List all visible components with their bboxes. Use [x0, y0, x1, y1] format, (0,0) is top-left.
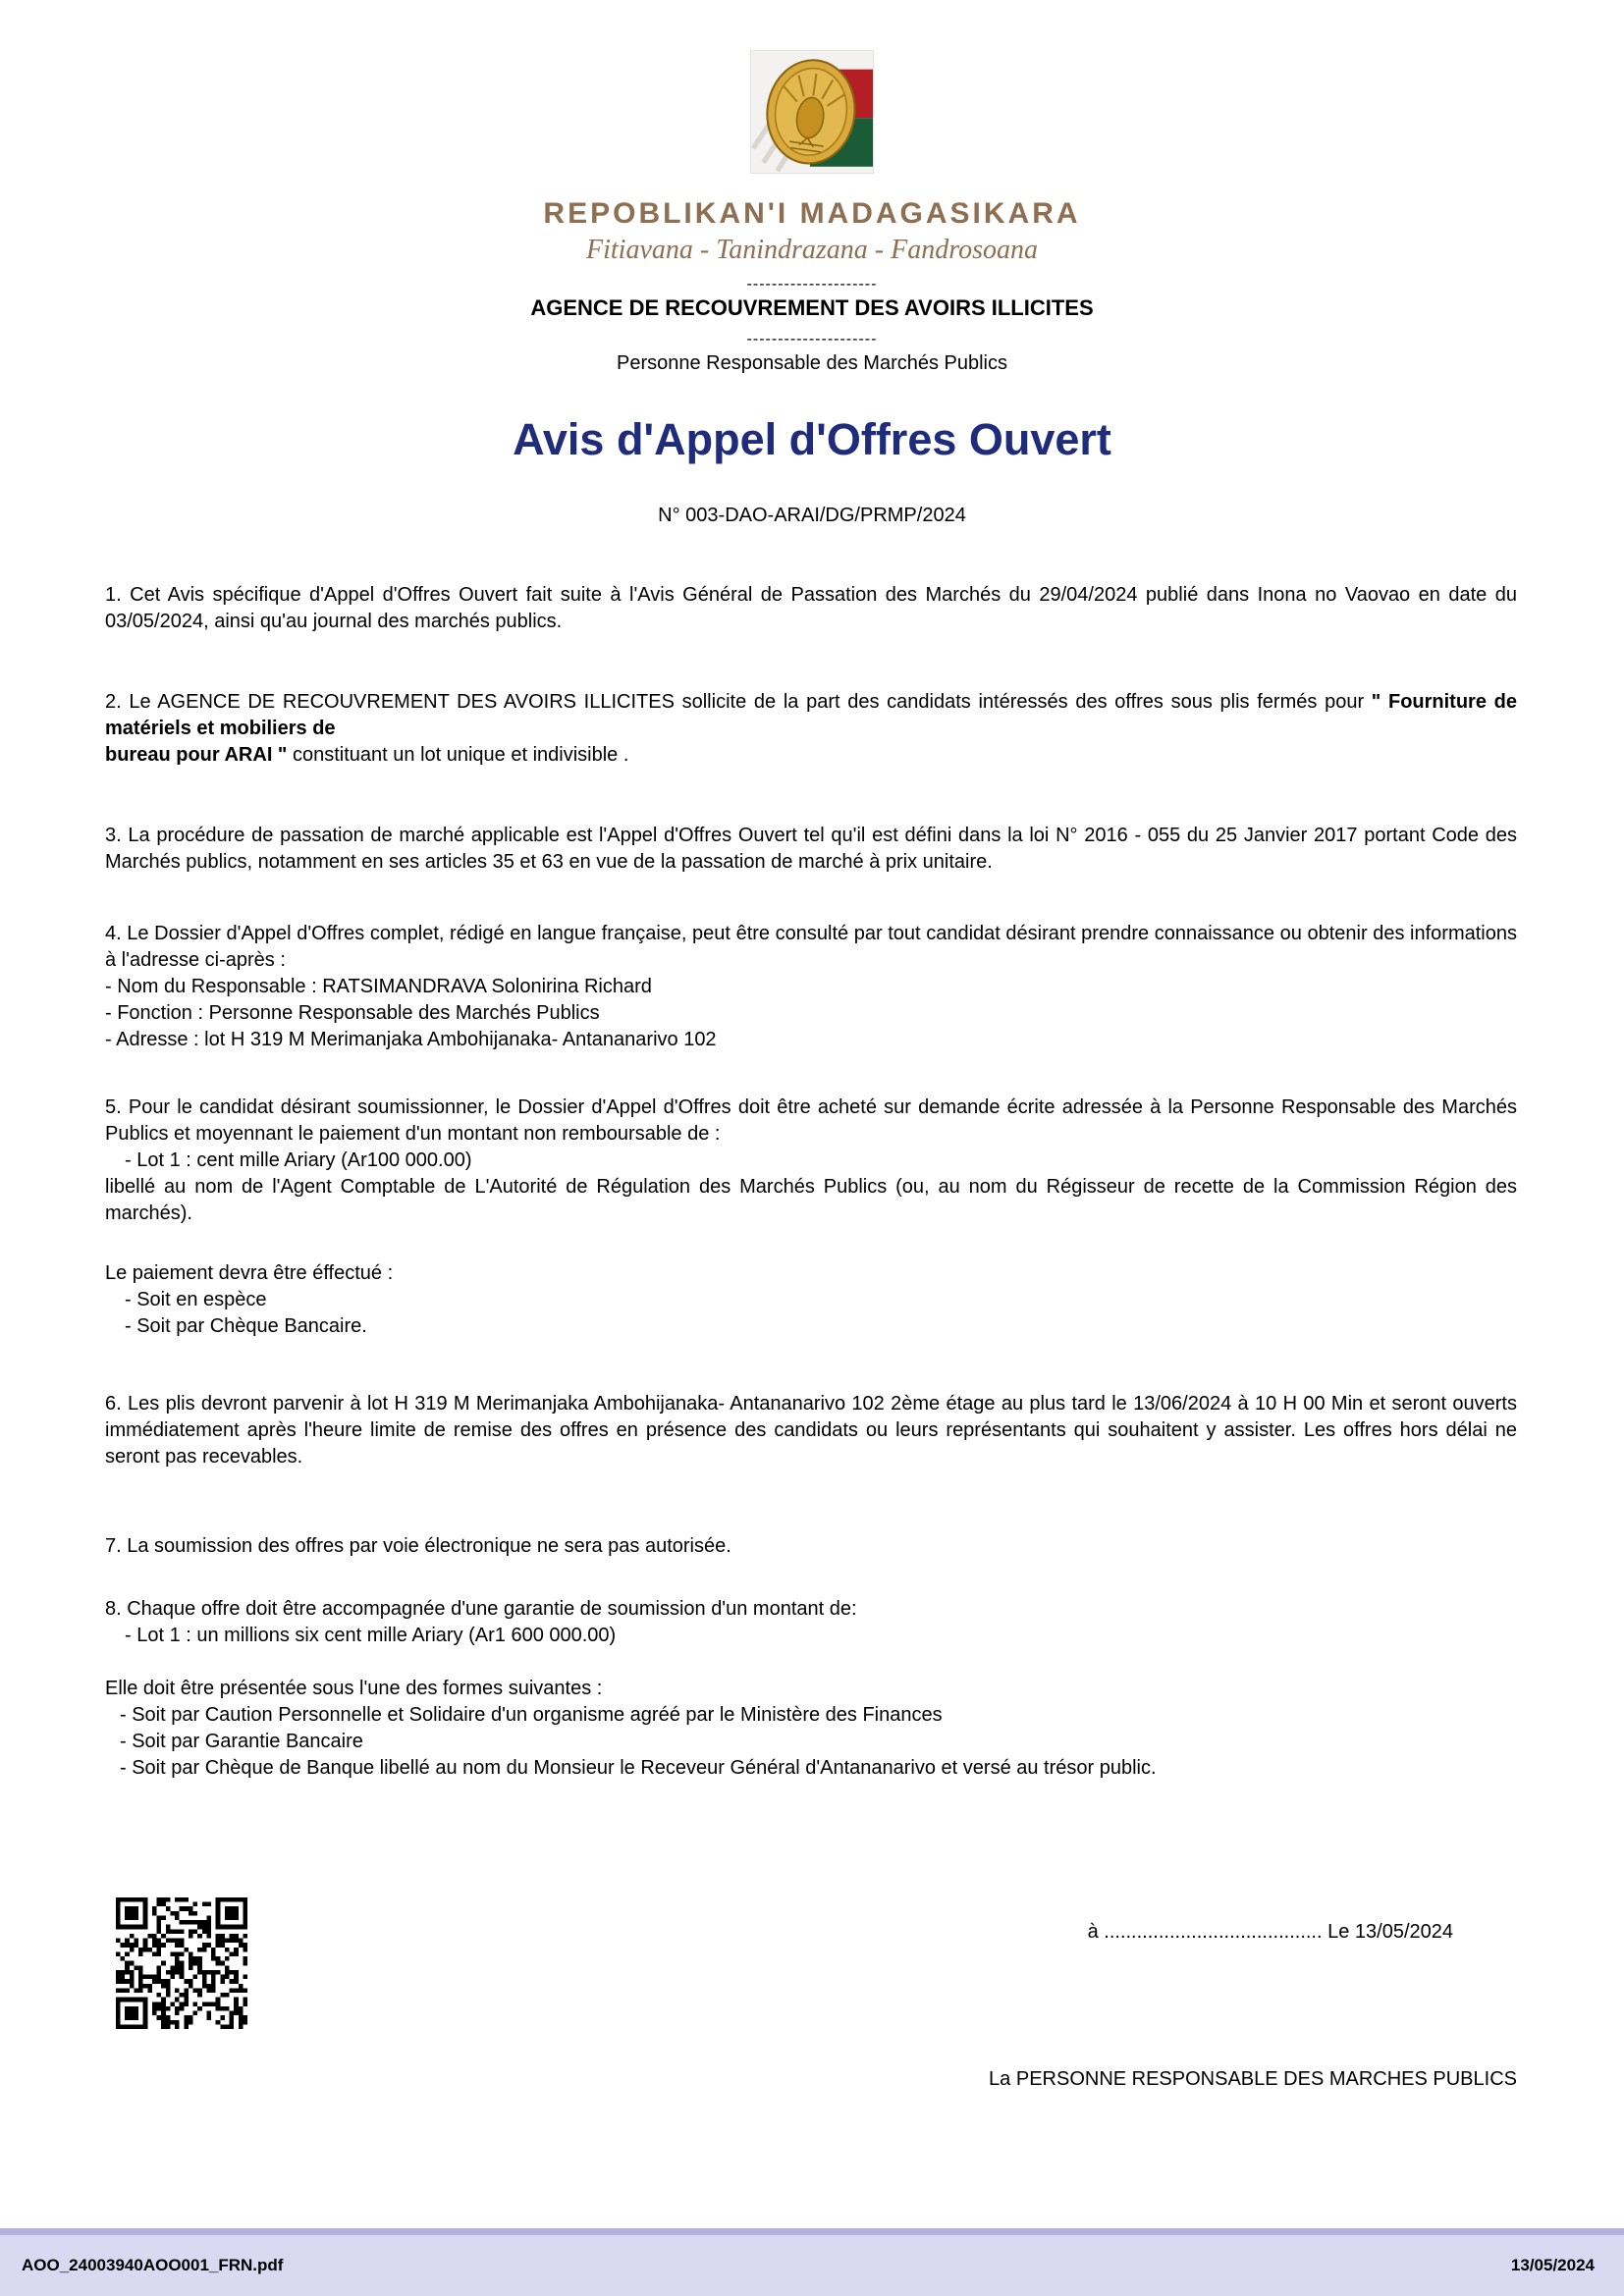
document-body [0, 582, 1624, 2153]
responsible-function-line: - Fonction : Personne Responsable des Marchés Publics [105, 1002, 600, 1024]
document-header [0, 0, 1624, 375]
paragraph-2 [105, 689, 1517, 769]
paragraph-5-outro: libellé au nom de l'Agent Comptable de L'Autorité de Régulation des Marchés Publics (ou, au nom du Régisseur de recette de la Commission Région des marchés). [105, 1176, 1517, 1224]
guarantee-form-bank: - Soit par Garantie Bancaire [120, 1731, 363, 1752]
madagascar-emblem-icon [751, 51, 873, 173]
guarantee-forms-section [105, 1676, 1517, 1782]
responsible-name-line: - Nom du Responsable : RATSIMANDRAVA Solonirina Richard [105, 976, 652, 997]
national-motto: Fitiavana - Tanindrazana - Fandrosoana [586, 235, 1038, 265]
paragraph-5 [105, 1095, 1517, 1227]
payment-option-cash: - Soit en espèce [125, 1289, 267, 1310]
department-name: Personne Responsable des Marchés Publics [617, 352, 1007, 374]
guarantee-form-caution: - Soit par Caution Personnelle et Solidaire d'un organisme agréé par le Ministère des Finances [120, 1704, 943, 1726]
responsible-address-line: - Adresse : lot H 319 M Merimanjaka Ambohijanaka- Antananarivo 102 [105, 1029, 717, 1050]
paragraph-2-suffix: constituant un lot unique et indivisible . [287, 744, 629, 766]
footer-date: 13/05/2024 [1510, 2256, 1595, 2274]
separator-line: --------------------- [746, 276, 878, 293]
guarantee-amount-line: - Lot 1 : un millions six cent mille Ariary (Ar1 600 000.00) [125, 1625, 617, 1646]
paragraph-8-intro: 8. Chaque offre doit être accompagnée d'une garantie de soumission d'un montant de: [105, 1598, 857, 1620]
guarantee-intro: Elle doit être présentée sous l'une des formes suivantes : [105, 1678, 603, 1699]
place-and-date-line: à ........................................ Le 13/05/2024 [1087, 1921, 1453, 1943]
procurement-object-bold-2: bureau pour ARAI " [105, 744, 288, 766]
signature-title: La PERSONNE RESPONSABLE DES MARCHES PUBLICS [989, 2068, 1517, 2090]
paragraph-5-intro: 5. Pour le candidat désirant soumissionner, le Dossier d'Appel d'Offres doit être acheté sur demande écrite adressée à la Personne Responsable des Marchés Publics et moyennant le paiement d'un montant non remboursable de : [105, 1096, 1517, 1145]
paragraph-8 [105, 1596, 1517, 1649]
payment-option-cheque: - Soit par Chèque Bancaire. [125, 1315, 367, 1337]
payment-section [105, 1260, 1517, 1340]
page-footer [0, 2228, 1624, 2296]
document-reference: N° 003-DAO-ARAI/DG/PRMP/2024 [658, 505, 966, 526]
qr-code [116, 1897, 247, 2029]
paragraph-7: 7. La soumission des offres par voie électronique ne sera pas autorisée. [105, 1535, 731, 1557]
footer-filename: AOO_24003940AOO001_FRN.pdf [22, 2256, 284, 2274]
guarantee-form-cheque: - Soit par Chèque de Banque libellé au nom du Monsieur le Receveur Général d'Antananarivo et versé au trésor public. [120, 1757, 1157, 1779]
republic-name: REPOBLIKAN'I MADAGASIKARA [543, 197, 1081, 230]
closing-block [105, 1897, 1517, 2153]
paragraph-4 [105, 921, 1517, 1053]
paragraph-6: 6. Les plis devront parvenir à lot H 319 M Merimanjaka Ambohijanaka- Antananarivo 102 2ème étage au plus tard le 13/06/2024 à 10 H 00 Min et seront ouverts immédiatement après l'heure limite de remise des offres en présence des candidats ou leurs représentants qui souhaitent y assister. Les offres hors délai ne seront pas recevables. [105, 1393, 1517, 1468]
document-title: Avis d'Appel d'Offres Ouvert [513, 414, 1111, 464]
paragraph-4-intro: 4. Le Dossier d'Appel d'Offres complet, rédigé en langue française, peut être consulté par tout candidat désirant prendre connaissance ou obtenir des informations à l'adresse ci-après : [105, 923, 1517, 971]
lot-price-line: - Lot 1 : cent mille Ariary (Ar100 000.00) [125, 1149, 472, 1171]
paragraph-1: 1. Cet Avis spécifique d'Appel d'Offres Ouvert fait suite à l'Avis Général de Passation des Marchés du 29/04/2024 publié dans Inona no Vaovao en date du 03/05/2024, ainsi qu'au journal des marchés publics. [105, 584, 1517, 632]
agency-name: AGENCE DE RECOUVREMENT DES AVOIRS ILLICITES [530, 295, 1094, 320]
paragraph-3: 3. La procédure de passation de marché applicable est l'Appel d'Offres Ouvert tel qu'il est défini dans la loi N° 2016 - 055 du 25 Janvier 2017 portant Code des Marchés publics, notamment en ses articles 35 et 63 en vue de la passation de marché à prix unitaire. [105, 825, 1517, 873]
separator-line: --------------------- [746, 331, 878, 347]
paragraph-2-text: 2. Le AGENCE DE RECOUVREMENT DES AVOIRS ILLICITES sollicite de la part des candidats intéressés des offres sous plis fermés pour [105, 691, 1372, 713]
payment-intro: Le paiement devra être éffectué : [105, 1262, 394, 1284]
procurement-object-bold: " Fourniture de matériels et mobiliers de [105, 691, 1517, 739]
